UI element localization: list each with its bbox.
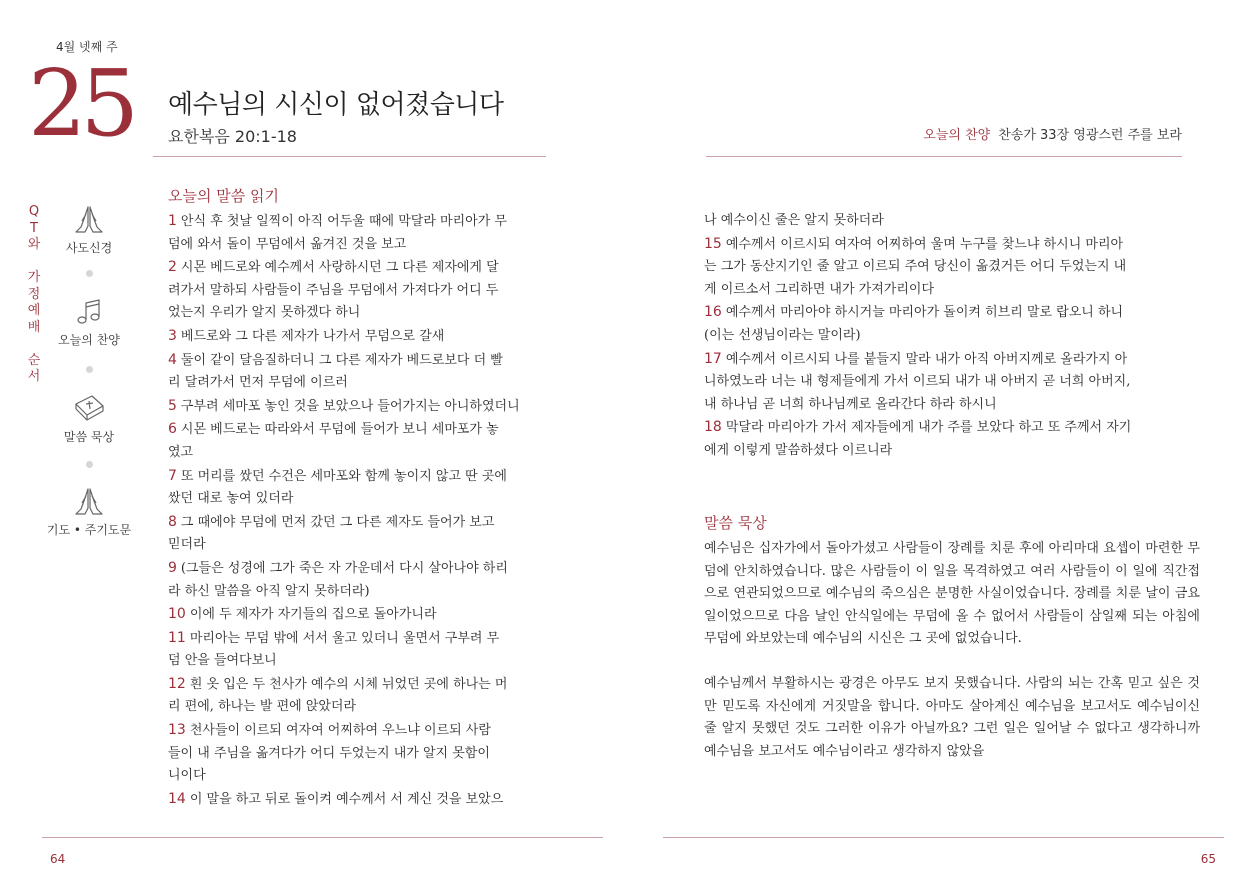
verse-line	[168, 765, 547, 788]
verse-line	[168, 673, 547, 697]
verse-line	[168, 372, 547, 395]
verse-line	[168, 465, 547, 489]
step-prayer	[45, 487, 133, 538]
verse-line	[704, 256, 1182, 279]
verse-text: 구부려 세마포 놓인 것을 보았으나 들어가지는 아니하였더니	[180, 398, 520, 414]
hymn-of-the-day	[923, 124, 1182, 143]
footer-rule-right	[663, 837, 1224, 838]
header-rule-left	[153, 156, 546, 157]
reading-heading: 오늘의 말씀 읽기	[168, 187, 279, 205]
page-number-left: 64	[50, 852, 66, 866]
verse-text: 쌌던 대로 놓여 있더라	[168, 491, 294, 507]
verse-number: 17	[704, 350, 722, 367]
hymn-text: 찬송가 33장 영광스런 주를 보라	[998, 128, 1182, 143]
verse-text: 예수께서 이르시되 나를 붙들지 말라 내가 아직 아버지께로 올라가지 아	[725, 351, 1128, 367]
verse-text: 예수께서 마리아야 하시거늘 마리아가 돌이켜 히브리 말로 랍오니 하니	[725, 305, 1124, 321]
verse-number: 4	[168, 351, 177, 368]
day-number: 25	[28, 50, 134, 157]
verse-number: 13	[168, 722, 186, 739]
verse-text: 려가서 말하되 사람들이 주님을 무덤에서 가져다가 어디 두	[168, 282, 499, 298]
verse-line	[168, 743, 547, 766]
verse-text: 에게 이렇게 말씀하셨다 이르니라	[704, 442, 893, 458]
verse-number: 5	[168, 397, 177, 414]
verse-text: 게 이르소서 그리하면 내가 가져가리이다	[704, 281, 935, 297]
verse-line	[168, 627, 547, 651]
verse-line	[704, 210, 1182, 233]
verse-text: 니하였노라 너는 내 형제들에게 가서 이르되 내가 내 아버지 곧 너희 아버지,	[704, 374, 1131, 390]
verse-number: 16	[704, 304, 722, 321]
verse-line	[168, 696, 547, 719]
verse-text: 었는지 우리가 알지 못하겠다 하니	[168, 305, 361, 321]
verse-number: 8	[168, 513, 177, 530]
verse-text: 덤에 와서 돌이 무덤에서 옮겨진 것을 보고	[168, 236, 407, 252]
step-label: 사도신경	[65, 241, 113, 255]
verse-line	[704, 279, 1182, 302]
verse-line	[704, 416, 1182, 440]
verse-line	[168, 418, 547, 442]
verse-line	[704, 440, 1182, 463]
step-label: 기도 • 주기도문	[46, 523, 132, 537]
meditation-paragraph: 예수님은 십자가에서 돌아가셨고 사람들이 장례를 치룬 후에 아리마대 요셉이 마련한 무덤에 안치하였습니다. 많은 사람들이 이 일을 목격하였고 여러 사람들이 이 일에 직간접으로 연관되었으므로 예수님의 죽으심은 분명한 사실이었습니다. 장례를 치룬 날이 금요일이었으므로 다음 날인 안식일에는 무덤에 올 수 없어서 사람들이 삼일째 되는 아침에 무덤에 와보았는데 예수님의 시신은 그 곳에 없었습니다.	[704, 541, 1200, 647]
verse-text: 시몬 베드로와 예수께서 사랑하시던 그 다른 제자에게 달	[180, 260, 499, 276]
verse-text: 또 머리를 쌌던 수건은 세마포와 함께 놓이지 않고 딴 곳에	[180, 468, 507, 484]
step-label: 오늘의 찬양	[58, 333, 120, 347]
music-note-icon	[73, 297, 105, 327]
verse-text: 니이다	[168, 768, 206, 784]
verse-line	[168, 234, 547, 257]
verse-text: 내 하나님 곧 너희 하나님께로 올라간다 하라 하시니	[704, 396, 997, 412]
footer-rule-left	[42, 837, 603, 838]
praying-hands-icon	[73, 487, 105, 517]
verse-number: 3	[168, 327, 177, 344]
page-number-right: 65	[1200, 852, 1216, 866]
verse-line	[168, 280, 547, 303]
verse-line	[168, 349, 547, 373]
verse-number: 2	[168, 259, 177, 276]
verse-text: 이 말을 하고 뒤로 돌이켜 예수께서 서 계신 것을 보았으	[189, 791, 504, 807]
page-title: 예수님의 시신이 없어졌습니다	[168, 90, 504, 120]
verse-text: (그들은 성경에 그가 죽은 자 가운데서 다시 살아나야 하리	[180, 560, 508, 576]
verse-line	[704, 348, 1182, 372]
praying-hands-icon	[73, 205, 105, 235]
verse-line	[168, 650, 547, 673]
verse-number: 6	[168, 421, 177, 438]
verse-text: 마리아는 무덤 밖에 서서 울고 있더니 울면서 구부려 무	[189, 630, 500, 646]
verse-line	[168, 603, 547, 627]
header-rule-right	[706, 156, 1182, 157]
step-apostles-creed	[49, 205, 129, 256]
hymn-label: 오늘의 찬양	[923, 128, 991, 143]
verse-text: 그 때에야 무덤에 먼저 갔던 그 다른 제자도 들어가 보고	[180, 514, 495, 530]
vertical-caption: Q T 와 가 정 예 배 순 서	[27, 204, 41, 384]
verse-text: 는 그가 동산지기인 줄 알고 이르되 주여 당신이 옮겼거든 어디 두었는지 내	[704, 259, 1127, 275]
verse-line	[168, 256, 547, 280]
verse-line	[704, 325, 1182, 348]
verse-line	[168, 581, 547, 604]
verse-line	[168, 534, 547, 557]
verse-number: 9	[168, 559, 177, 576]
verse-number: 10	[168, 606, 186, 623]
verse-number: 7	[168, 467, 177, 484]
step-hymn	[49, 297, 129, 348]
meditation-body	[704, 538, 1200, 785]
verse-text: 들이 내 주님을 옮겨다가 어디 두었는지 내가 알지 못함이	[168, 745, 490, 761]
verse-line	[168, 557, 547, 581]
verse-text: 리 달려가서 먼저 무덤에 이르러	[168, 375, 348, 391]
verse-text: 믿더라	[168, 537, 206, 553]
reading-left-column	[168, 210, 547, 811]
verse-text: 리 편에, 하나는 발 편에 앉았더라	[168, 699, 357, 715]
verse-line	[704, 233, 1182, 257]
verse-text: 베드로와 그 다른 제자가 나가서 무덤으로 갈새	[180, 328, 445, 344]
verse-text: 나 예수이신 줄은 알지 못하더라	[704, 213, 884, 228]
verse-line	[168, 719, 547, 743]
verse-number: 11	[168, 629, 186, 646]
verse-line	[168, 511, 547, 535]
step-label: 말씀 묵상	[63, 430, 115, 444]
verse-text: 덤 안을 들여다보니	[168, 653, 277, 669]
step-meditation	[49, 392, 129, 445]
verse-number: 12	[168, 675, 186, 692]
verse-line	[168, 325, 547, 349]
verse-text: 예수께서 이르시되 여자여 어찌하여 울며 누구를 찾느냐 하시니 마리아	[725, 236, 1124, 252]
reading-right-column	[704, 210, 1182, 463]
verse-line	[168, 302, 547, 325]
verse-text: 시몬 베드로는 따라와서 무덤에 들어가 보니 세마포가 놓	[180, 422, 499, 438]
scripture-reference: 요한복음 20:1-18	[168, 127, 297, 146]
verse-number: 15	[704, 235, 722, 252]
verse-line	[704, 371, 1182, 394]
verse-text: 안식 후 첫날 일찍이 아직 어두울 때에 막달라 마리아가 무	[180, 214, 507, 229]
verse-text: 였고	[168, 444, 194, 460]
verse-text: 막달라 마리아가 가서 제자들에게 내가 주를 보았다 하고 또 주께서 자기	[725, 420, 1132, 436]
verse-text: 흰 옷 입은 두 천사가 예수의 시체 뉘었던 곳에 하나는 머	[189, 676, 508, 692]
verse-text: (이는 선생님이라는 말이라)	[704, 327, 861, 343]
verse-line	[168, 395, 547, 419]
verse-number: 18	[704, 419, 722, 436]
verse-text: 둘이 같이 달음질하더니 그 다른 제자가 베드로보다 더 빨	[180, 352, 503, 368]
step-divider-dot	[86, 366, 93, 373]
verse-line	[168, 488, 547, 511]
bible-icon	[72, 392, 106, 424]
verse-number: 1	[168, 213, 177, 229]
meditation-paragraph: 예수님께서 부활하시는 광경은 아무도 보지 못했습니다. 사람의 뇌는 간혹 믿고 싶은 것만 믿도록 자신에게 거짓말을 합니다. 아마도 살아계신 예수님을 보고서도 예수님이신 줄 알지 못했던 것도 그러한 이유가 아닐까요? 그런 일은 일어날 수 없다고 생각하니까 예수님을 보고서도 예수님이라고 생각하지 않았을	[704, 675, 1200, 759]
verse-text: 이에 두 제자가 자기들의 집으로 돌아가니라	[189, 607, 437, 623]
verse-line	[704, 301, 1182, 325]
verse-text: 라 하신 말씀을 아직 알지 못하더라)	[168, 583, 370, 599]
verse-number: 14	[168, 790, 186, 807]
verse-line	[168, 442, 547, 465]
week-label: 4월 넷째 주	[56, 40, 118, 54]
verse-text: 천사들이 이르되 여자여 어찌하여 우느냐 이르되 사람	[189, 723, 491, 739]
step-divider-dot	[86, 461, 93, 468]
step-divider-dot	[86, 270, 93, 277]
verse-line	[704, 394, 1182, 417]
verse-line	[168, 788, 547, 812]
verse-line	[168, 210, 547, 234]
meditation-heading: 말씀 묵상	[704, 514, 767, 532]
